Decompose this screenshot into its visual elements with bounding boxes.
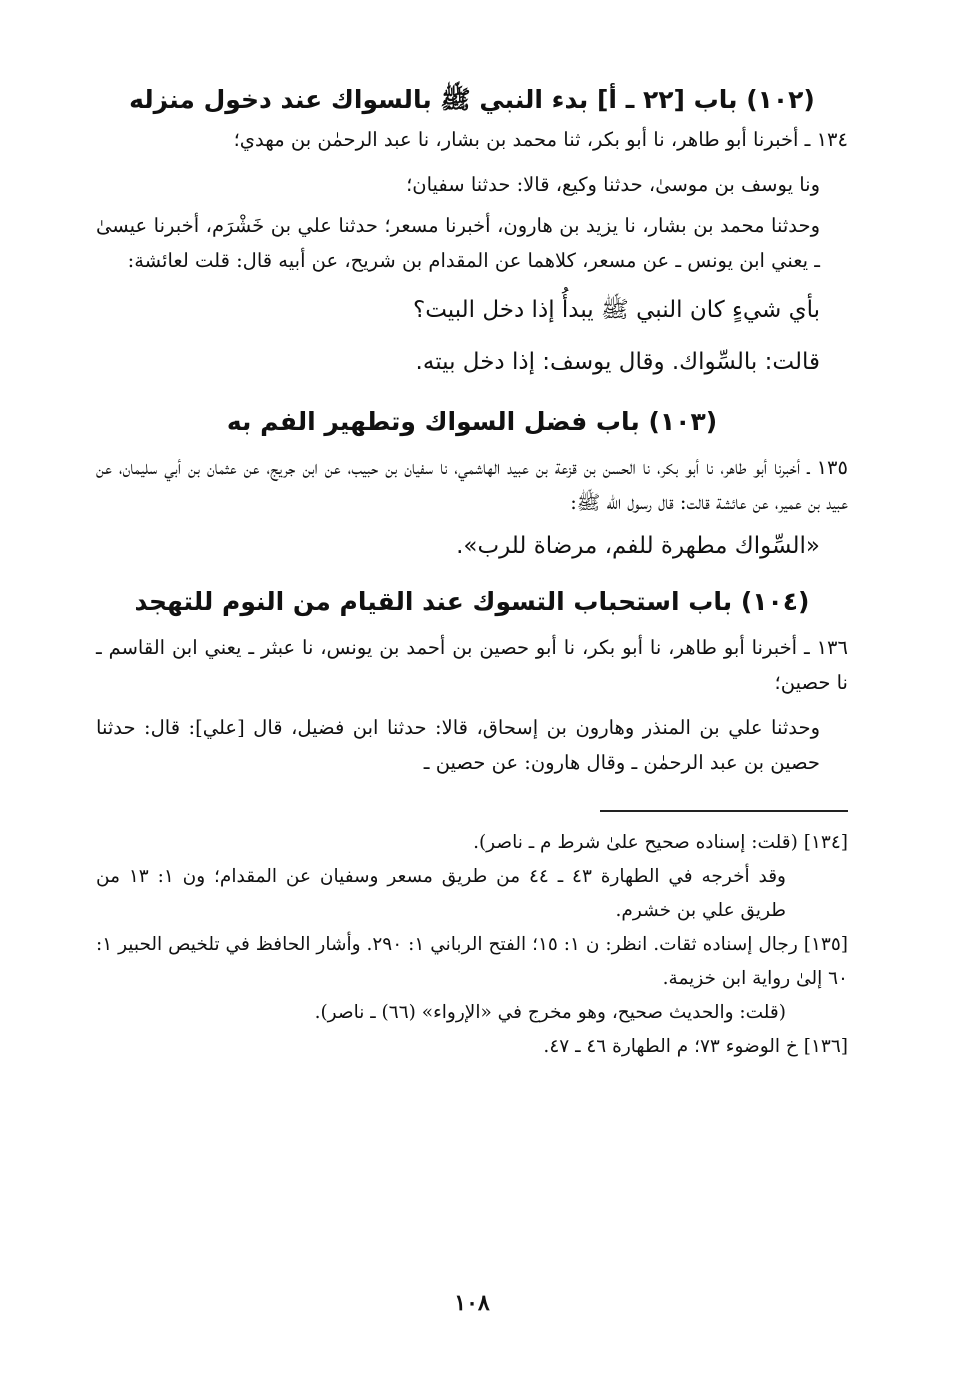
footnote-135-narrators: [١٣٥] رجال إسناده ثقات. انظر: ن ١: ١٥؛ الفتح الرباني ١: ٢٩٠. وأشار الحافظ في تلخيص الحبير ١: ٦٠ إلىٰ رواية ابن خزيمة. (96, 934, 848, 989)
footnote-134-note: [١٣٤] (قلت: إسناده صحيح علىٰ شرط م ـ ناصر). (473, 832, 848, 853)
chapter-heading-104: (١٠٤) باب استحباب التسوك عند القيام من النوم للتهجد (134, 587, 810, 616)
chapter-heading-103: (١٠٣) باب فضل السواك وتطهير الفم به (226, 407, 718, 436)
hadith-135-chain: ١٣٥ ـ أخبرنا أبو طاهر، نا أبو بكر، نا الحسن بن قزعة بن عبيد الهاشمي، نا سفيان بن حبيب، عن ابن جريج، عن عثمان بن أبي سليمان، عن عبيد بن عمير، عن عائشة قالت: قال رسول الله ﷺ: (96, 456, 848, 514)
hadith-136-chain-2: وحدثنا علي بن المنذر وهارون بن إسحاق، قالا: حدثنا ابن فضيل، قال [علي]: قال: حدثنا حصين بن عبد الرحمٰن ـ وقال هارون: عن حصين ـ (96, 716, 820, 774)
page-number: ١٠٨ (454, 1290, 490, 1316)
hadith-134-text-2: قالت: بالسِّواك. وقال يوسف: إذا دخل بيته. (415, 349, 820, 375)
footnote-136-sources: [١٣٦] خ الوضوء ٧٣؛ م الطهارة ٤٦ ـ ٤٧. (543, 1036, 848, 1057)
page-body (96, 80, 848, 1340)
chapter-heading-102: (١٠٢) باب [٢٢ ـ أ] بدء النبي ﷺ بالسواك عند دخول منزله (129, 85, 815, 114)
hadith-135-text: «السِّواك مطهرة للفم، مرضاة للرب». (456, 533, 820, 559)
hadith-134-chain-1: ١٣٤ ـ أخبرنا أبو طاهر، نا أبو بكر، ثنا محمد بن بشار، نا عبد الرحمٰن بن مهدي؛ (233, 128, 848, 151)
hadith-134-chain-3: وحدثنا محمد بن بشار، نا يزيد بن هارون، أخبرنا مسعر؛ حدثنا علي بن خَشْرَم، أخبرنا عيسىٰ ـ يعني ابن يونس ـ عن مسعر، كلاهما عن المقدام بن شريح، عن أبيه قال: قلت لعائشة: (96, 214, 820, 272)
hadith-136-chain-1: ١٣٦ ـ أخبرنا أبو طاهر، نا أبو بكر، نا أبو حصين بن أحمد بن يونس، نا عبثر ـ يعني ابن القاسم ـ نا حصين؛ (96, 636, 848, 694)
hadith-134-chain-2: ونا يوسف بن موسىٰ، حدثنا وكيع، قالا: حدثنا سفيان؛ (406, 173, 820, 196)
footnote-separator (600, 810, 848, 812)
footnote-134-sources: وقد أخرجه في الطهارة ٤٣ ـ ٤٤ من طريق مسعر وسفيان عن المقدام؛ ون ١: ١٣ من طريق علي بن خشرم. (96, 866, 786, 921)
footnote-135-note: (قلت: والحديث صحيح، وهو مخرج في «الإرواء» (٦٦) ـ ناصر). (314, 1002, 786, 1023)
hadith-134-text-1: بأي شيءٍ كان النبي ﷺ يبدأُ إذا دخل البيت؟ (412, 297, 820, 323)
